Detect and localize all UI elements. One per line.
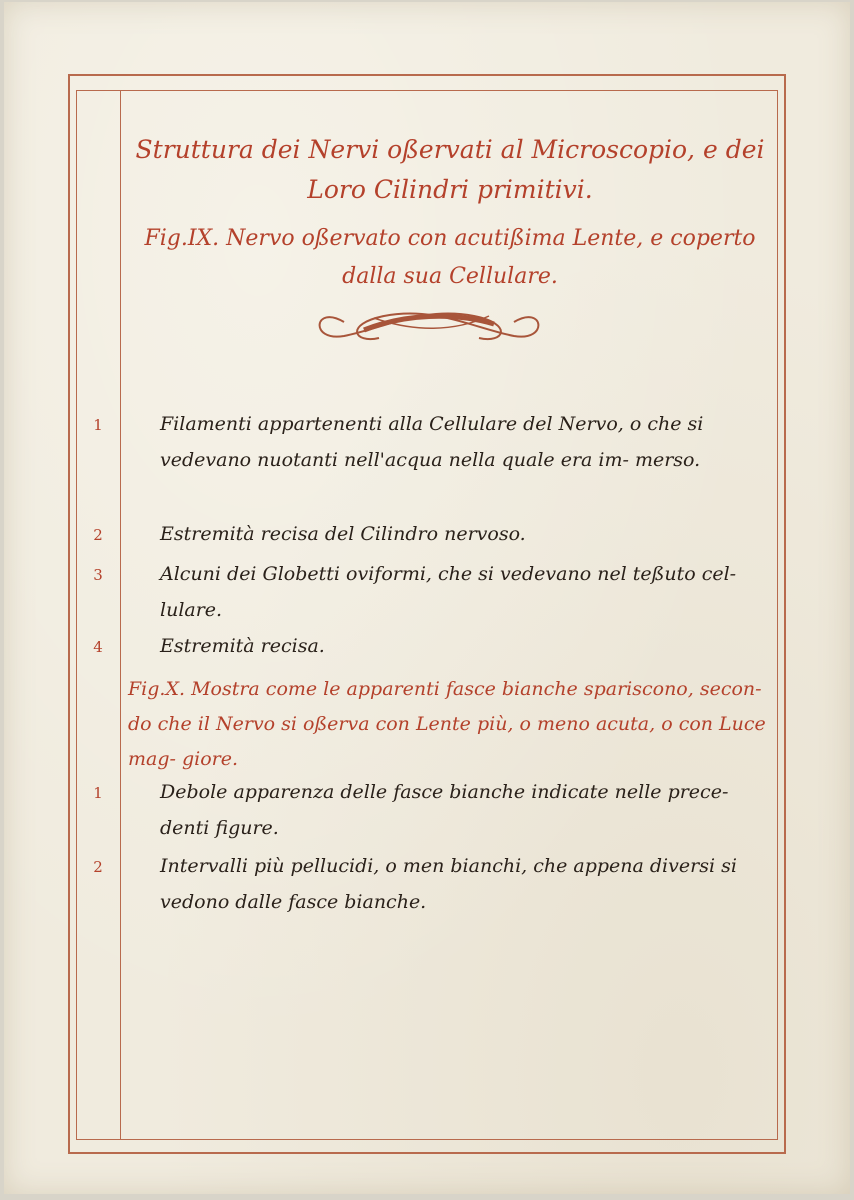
fig-9-item-4: Estremità recisa. [160,635,325,657]
item-number: 3 [93,566,103,584]
margin-rule [120,90,121,1140]
flourish-ornament [304,294,554,350]
item-number: 1 [93,416,103,434]
fig-9-item-3: Alcuni dei Globetti oviformi, che si vedevano nel teßuto cel- lulare. [160,563,737,621]
manuscript-page [4,2,850,1194]
fig-9-heading: Fig.IX. Nervo oßervato con acutißima Lente, e coperto dalla sua Cellulare. [144,226,756,289]
item-number: 2 [93,526,103,544]
page-title: Struttura dei Nervi oßervati al Microscopio, e dei Loro Cilindri primitivi. [135,135,765,204]
fig-9-item-1: Filamenti appartenenti alla Cellulare del Nervo, o che si vedevano nuotanti nell'acqua nella quale era im- merso. [160,413,704,471]
item-number: 1 [93,784,103,802]
fig-10-heading: Fig.X. Mostra come le apparenti fasce bianche spariscono, secon- do che il Nervo si oßerva con Lente più, o meno acuta, o con Luce mag- giore. [128,678,766,770]
fig-9-item-2: Estremità recisa del Cilindro nervoso. [160,523,526,545]
fig-10-item-2: Intervalli più pellucidi, o men bianchi, che appena diversi si vedono dalle fasce bianche. [160,855,737,913]
fig-10-item-1: Debole apparenza delle fasce bianche indicate nelle prece- denti figure. [160,781,729,839]
item-number: 4 [93,638,103,656]
item-number: 2 [93,858,103,876]
